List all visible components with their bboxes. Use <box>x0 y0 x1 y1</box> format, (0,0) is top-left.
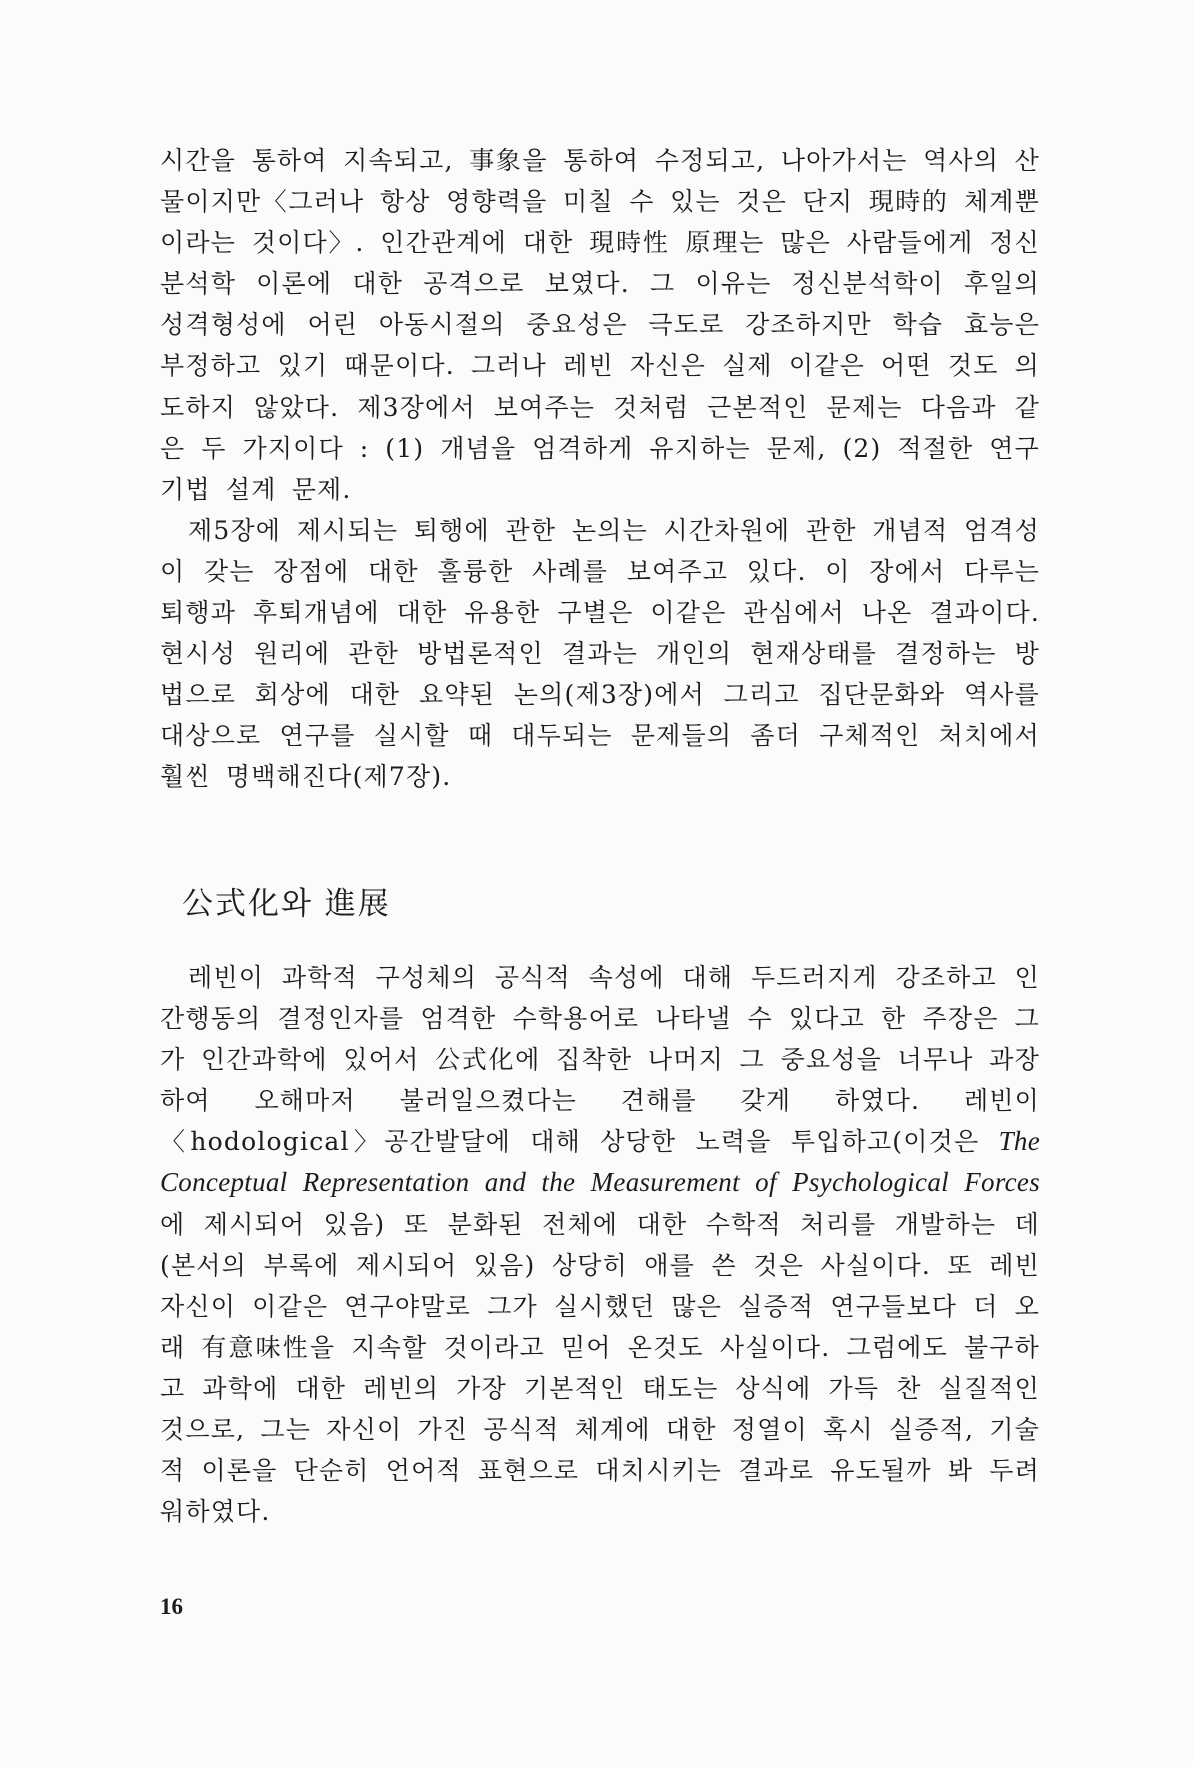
text-block-lower <box>160 957 1040 1532</box>
paragraph-continuation: 시간을 통하여 지속되고, 事象을 통하여 수정되고, 나아가서는 역사의 산물이지만〈그러나 항상 영향력을 미칠 수 있는 것은 단지 現時的 체계뿐이라는 것이다〉. 인간관계에 대한 現時性 原理는 많은 사람들에게 정신분석학 이론에 대한 공격으로 보였다. 그 이유는 정신분석학이 후일의 성격형성에 어린 아동시절의 중요성은 극도로 강조하지만 학습 효능은 부정하고 있기 때문이다. 그러나 레빈 자신은 실제 이같은 어떤 것도 의도하지 않았다. 제3장에서 보여주는 것처럼 근본적인 문제는 다음과 같은 두 가지이다 : (1) 개념을 엄격하게 유지하는 문제, (2) 적절한 연구기법 설계 문제. <box>160 146 1040 504</box>
section-heading: 公式化와 進展 <box>182 886 391 922</box>
text-block-upper <box>160 140 1040 798</box>
paragraph-text-part-2: 에 제시되어 있음) 또 분화된 전체에 대한 수학적 처리를 개발하는 데(본서의 부록에 제시되어 있음) 상당히 애를 쓴 것은 사실이다. 또 레빈 자신이 이같은 연구야말로 그가 실시했던 많은 실증적 연구들보다 더 오래 有意味性을 지속할 것이라고 믿어 온것도 사실이다. 그럼에도 불구하고 과학에 대한 레빈의 가장 기본적인 태도는 상식에 가득 찬 실질적인 것으로, 그는 자신이 가진 공식적 체계에 대한 정열이 혹시 실증적, 기술적 이론을 단순히 언어적 표현으로 대치시키는 결과로 유도될까 봐 두려워하였다. <box>160 1209 1040 1527</box>
book-title-italic: The Conceptual Representation and the Measurement of Psychological Forces <box>160 1126 1040 1198</box>
page-number: 16 <box>160 1594 183 1619</box>
paragraph-text-part-1: 레빈이 과학적 구성체의 공식적 속성에 대해 두드러지게 강조하고 인간행동의 결정인자를 엄격한 수학용어로 나타낼 수 있다고 한 주장은 그가 인간과학에 있어서 公式化에 집착한 나머지 그 중요성을 너무나 과장하여 오해마저 불러일으켰다는 견해를 갖게 하였다. 레빈이〈hodological〉공간발달에 대해 상당한 노력을 투입하고(이것은 <box>160 963 1040 1157</box>
paragraph-regression-discussion: 제5장에 제시되는 퇴행에 관한 논의는 시간차원에 관한 개념적 엄격성이 갖는 장점에 대한 훌륭한 사례를 보여주고 있다. 이 장에서 다루는 퇴행과 후퇴개념에 대한 유용한 구별은 이같은 관심에서 나온 결과이다. 현시성 원리에 관한 방법론적인 결과는 개인의 현재상태를 결정하는 방법으로 회상에 대한 요약된 논의(제3장)에서 그리고 집단문화와 역사를 대상으로 연구를 실시할 때 대두되는 문제들의 좀더 구체적인 처치에서 훨씬 명백해진다(제7장). <box>160 515 1040 792</box>
paragraph-formalization <box>160 957 1040 1532</box>
